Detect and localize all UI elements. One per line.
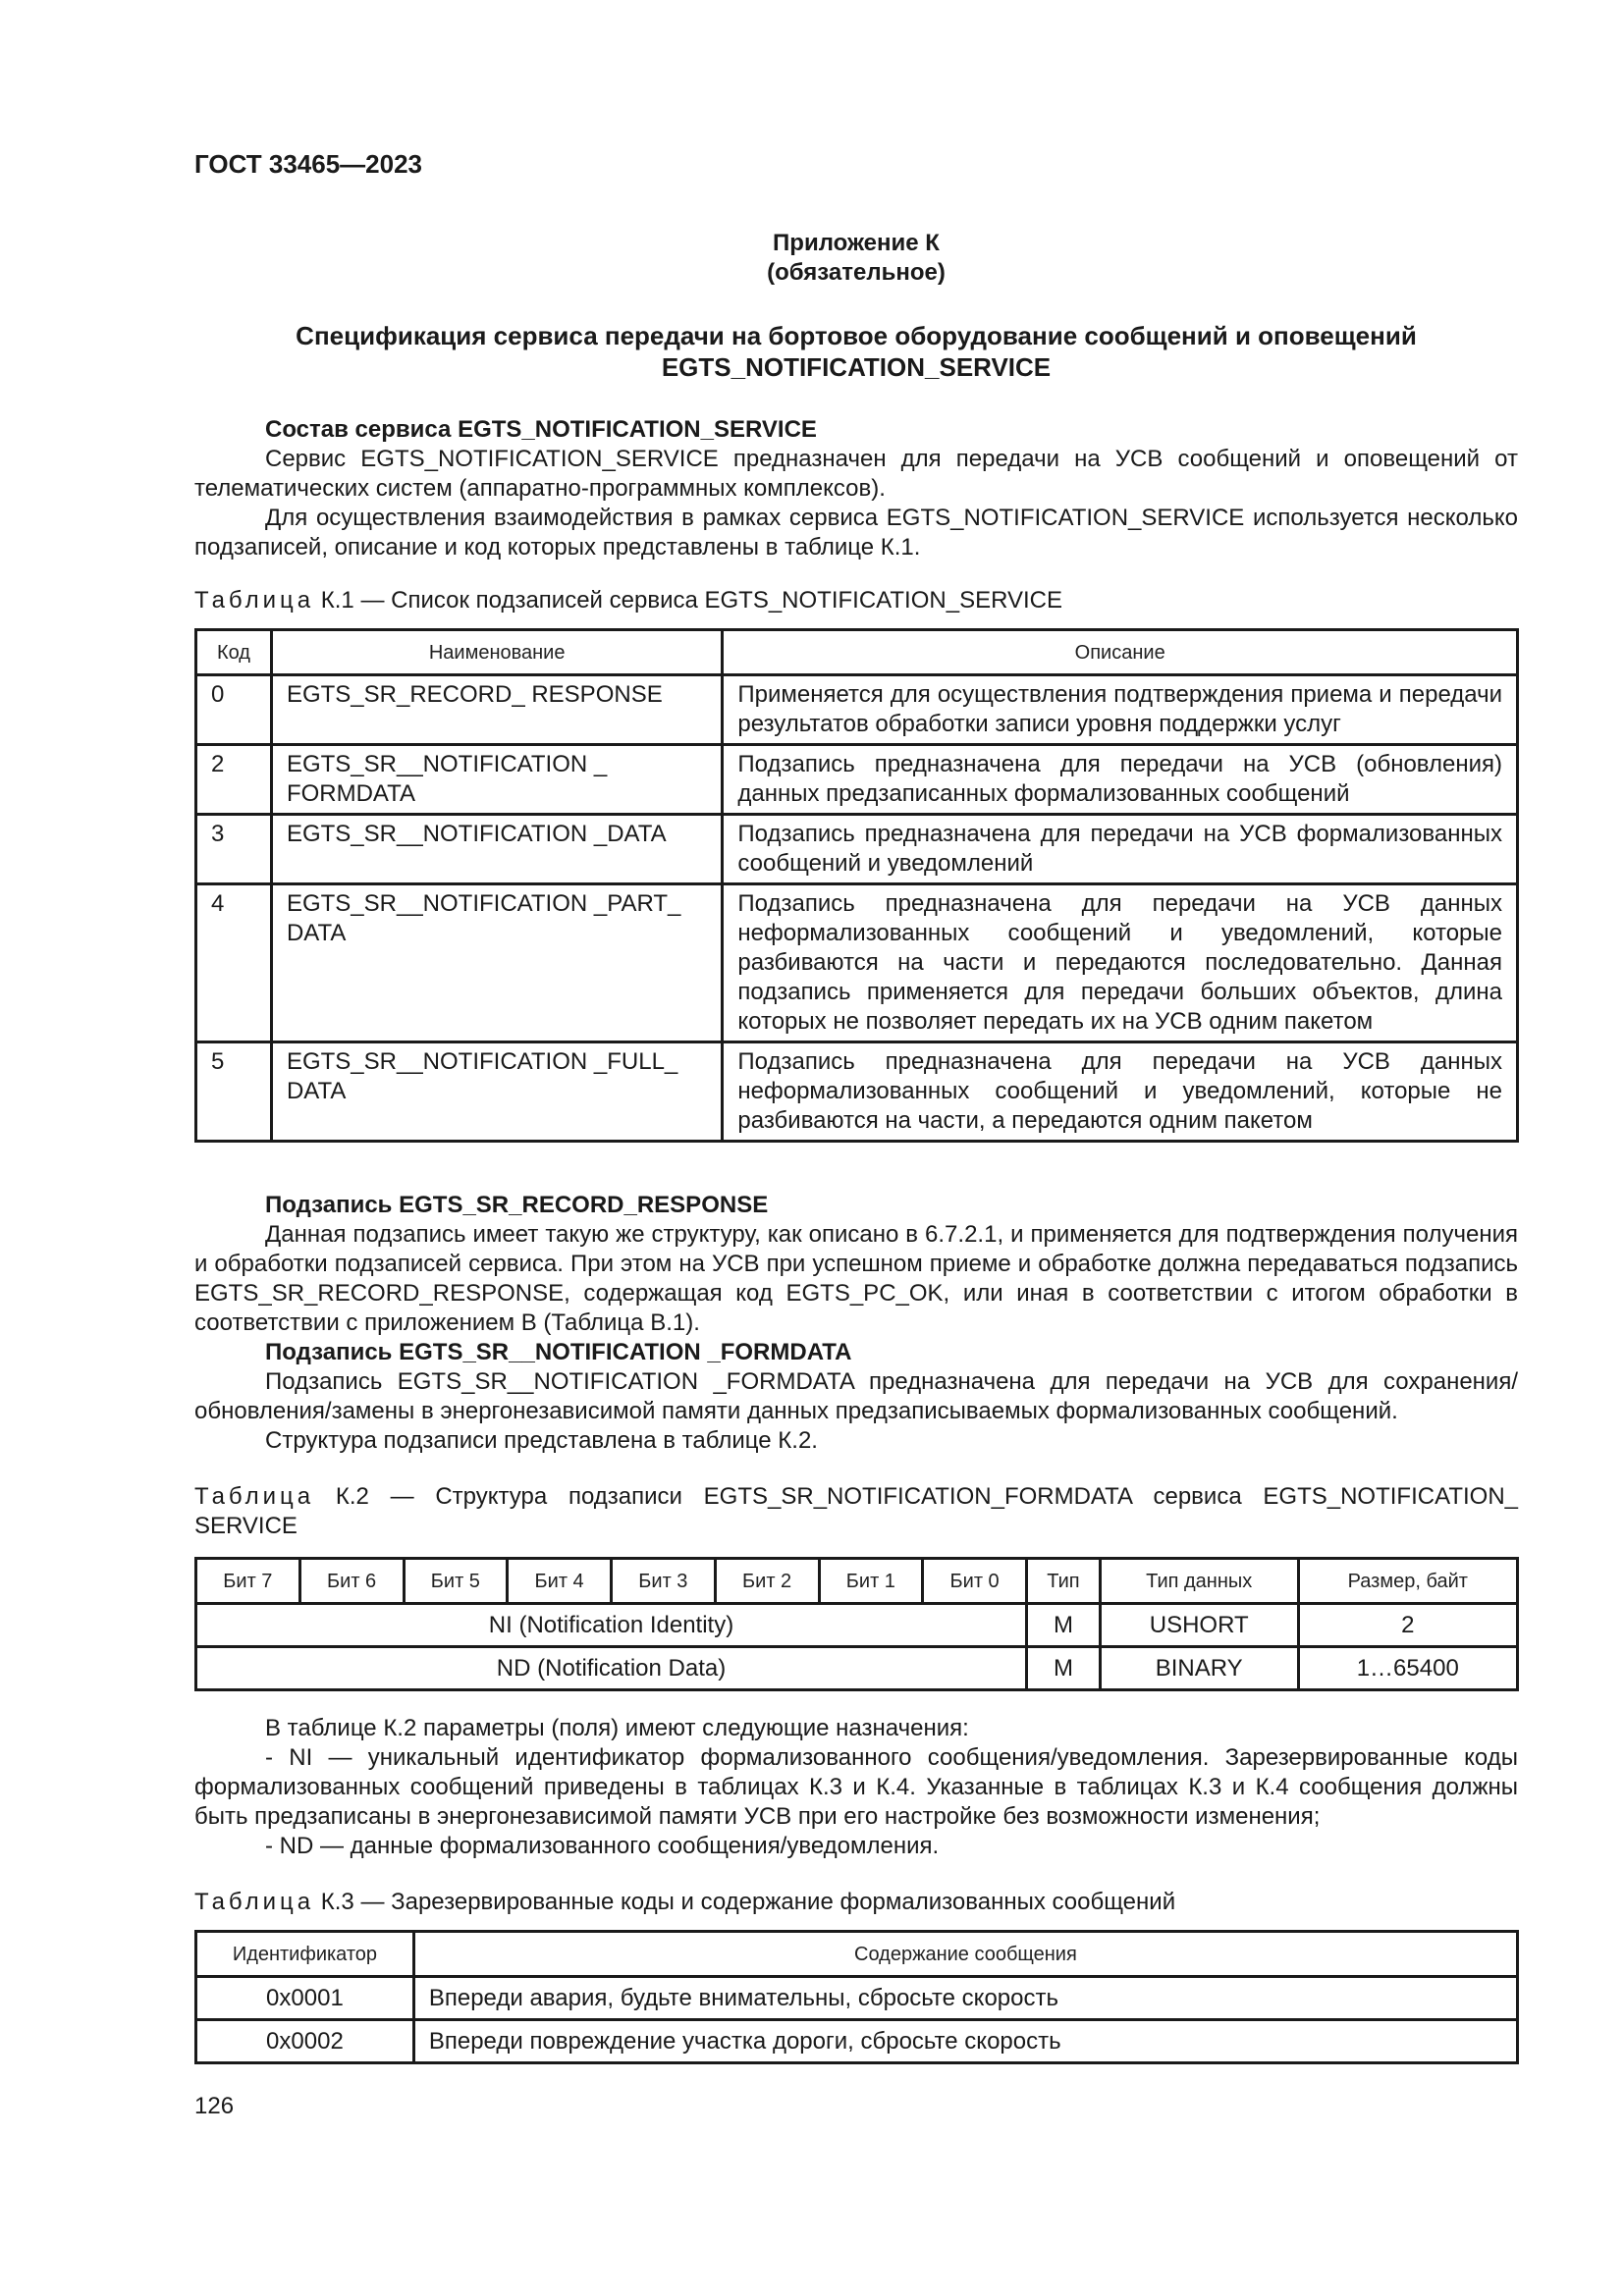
table-row [196, 1977, 1518, 2020]
table-row [196, 2020, 1518, 2063]
document-code: ГОСТ 33465—2023 [194, 149, 422, 179]
column-header: Код [196, 630, 272, 675]
bit-header: Бит 5 [404, 1559, 508, 1604]
table-row [196, 745, 1518, 815]
name-cell: EGTS_SR__NOTIFICATION _ FORMDATA [271, 745, 722, 815]
column-header: Наименование [271, 630, 722, 675]
table-k2-caption [194, 1482, 1518, 1541]
spec-title-line1: Спецификация сервиса передачи на бортовое оборудование сообщений и оповещений [296, 321, 1417, 350]
section-record-response [194, 1191, 1518, 1456]
section-composition [194, 415, 1518, 562]
caption-word: Таблица [194, 1889, 315, 1915]
bit-header: Бит 4 [508, 1559, 612, 1604]
bit-header: Бит 3 [612, 1559, 716, 1604]
paragraph: Сервис EGTS_NOTIFICATION_SERVICE предназначен для передачи на УСВ сообщений и оповещений от телематических систем (аппаратно-программных комплексов). [194, 446, 1518, 502]
section-heading: Подзапись EGTS_SR_RECORD_RESPONSE [265, 1192, 769, 1218]
table-k1-caption [194, 586, 1518, 615]
caption-text: К.2 — Структура подзаписи EGTS_SR_NOTIFICATION_FORMDATA сервиса EGTS_NOTIFICATION_ SERVICE [194, 1483, 1518, 1539]
section-heading: Подзапись EGTS_SR__NOTIFICATION _FORMDATA [265, 1339, 852, 1365]
section-heading: Состав сервиса EGTS_NOTIFICATION_SERVICE [265, 416, 817, 443]
message-cell: Впереди авария, будьте внимательны, сбросьте скорость [413, 1977, 1517, 2020]
caption-word: Таблица [194, 1483, 315, 1510]
column-header: Описание [723, 630, 1518, 675]
table-row [196, 1604, 1518, 1647]
message-cell: Впереди повреждение участка дороги, сбросьте скорость [413, 2020, 1517, 2063]
table-row [196, 675, 1518, 745]
code-cell: 3 [196, 815, 272, 884]
table-row [196, 815, 1518, 884]
table-k3 [194, 1930, 1519, 2064]
code-cell: 0 [196, 675, 272, 745]
paragraph: Для осуществления взаимодействия в рамках сервиса EGTS_NOTIFICATION_SERVICE используется несколько подзаписей, описание и код которых представлены в таблице К.1. [194, 505, 1518, 561]
page-number: 126 [194, 2093, 235, 2119]
code-cell: 4 [196, 884, 272, 1042]
spec-title-line2: EGTS_NOTIFICATION_SERVICE [661, 352, 1052, 382]
data-type-cell: BINARY [1100, 1647, 1298, 1690]
list-item: - ND — данные формализованного сообщения/уведомления. [265, 1833, 940, 1859]
id-cell: 0x0002 [196, 2020, 414, 2063]
name-cell: EGTS_SR_RECORD_ RESPONSE [271, 675, 722, 745]
caption-text: К.1 — Список подзаписей сервиса EGTS_NOTIFICATION_SERVICE [314, 587, 1063, 614]
size-cell: 2 [1298, 1604, 1518, 1647]
appendix-title: Приложение К [773, 230, 940, 256]
list-item: - NI — уникальный идентификатор формализованного сообщения/уведомления. Зарезервированные коды формализованных сообщений приведены в таблицах К.3 и К.4. Указанные в таблицах К.3 и К.4 сообщения должны быть предзаписаны в энергонезависимой памяти УСВ при его настройке без возможности изменения; [194, 1744, 1518, 1830]
type-cell: M [1027, 1647, 1101, 1690]
table-row [196, 1647, 1518, 1690]
description-cell: Подзапись предназначена для передачи на УСВ (обновления) данных предзаписанных формализованных сообщений [723, 745, 1518, 815]
caption-text: К.3 — Зарезервированные коды и содержание формализованных сообщений [314, 1889, 1176, 1915]
table-k2 [194, 1557, 1519, 1691]
name-cell: EGTS_SR__NOTIFICATION _PART_ DATA [271, 884, 722, 1042]
description-cell: Подзапись предназначена для передачи на УСВ данных неформализованных сообщений и уведомлений, которые разбиваются на части и передаются последовательно. Данная подзапись применяется для передачи больших объектов, длина которых не позволяет передать их на УСВ одним пакетом [723, 884, 1518, 1042]
paragraph: В таблице К.2 параметры (поля) имеют следующие назначения: [265, 1715, 969, 1741]
data-type-cell: USHORT [1100, 1604, 1298, 1647]
code-cell: 2 [196, 745, 272, 815]
table-row [196, 884, 1518, 1042]
table-k3-caption [194, 1888, 1518, 1917]
paragraph: Подзапись EGTS_SR__NOTIFICATION _FORMDATA предназначена для передачи на УСВ для сохранения/обновления/замены в энергонезависимой памяти данных предзаписываемых формализованных сообщений. [194, 1368, 1518, 1424]
bit-header: Бит 1 [819, 1559, 923, 1604]
name-cell: EGTS_SR__NOTIFICATION _FULL_ DATA [271, 1042, 722, 1142]
column-header: Идентификатор [196, 1932, 414, 1977]
column-header: Тип [1027, 1559, 1101, 1604]
column-header: Содержание сообщения [413, 1932, 1517, 1977]
description-cell: Подзапись предназначена для передачи на УСВ данных неформализованных сообщений и уведомлений, которые не разбиваются на части, а передаются одним пакетом [723, 1042, 1518, 1142]
description-cell: Применяется для осуществления подтверждения приема и передачи результатов обработки записи уровня поддержки услуг [723, 675, 1518, 745]
column-header: Тип данных [1100, 1559, 1298, 1604]
type-cell: M [1027, 1604, 1101, 1647]
bit-header: Бит 2 [715, 1559, 819, 1604]
paragraph: Данная подзапись имеет такую же структуру, как описано в 6.7.2.1, и применяется для подтверждения получения и обработки подзаписей сервиса. При этом на УСВ при успешном приеме и обработке должна передаваться подзапись EGTS_SR_RECORD_RESPONSE, содержащая код EGTS_PC_OK, или иная в соответствии с итогом обработки в соответствии с приложением В (Таблица В.1). [194, 1221, 1518, 1336]
bit-header: Бит 0 [923, 1559, 1027, 1604]
table-row [196, 1042, 1518, 1142]
bit-header: Бит 7 [196, 1559, 300, 1604]
field-cell: NI (Notification Identity) [196, 1604, 1027, 1647]
column-header: Размер, байт [1298, 1559, 1518, 1604]
description-cell: Подзапись предназначена для передачи на УСВ формализованных сообщений и уведомлений [723, 815, 1518, 884]
code-cell: 5 [196, 1042, 272, 1142]
name-cell: EGTS_SR__NOTIFICATION _DATA [271, 815, 722, 884]
id-cell: 0x0001 [196, 1977, 414, 2020]
table-k1 [194, 628, 1519, 1143]
size-cell: 1…65400 [1298, 1647, 1518, 1690]
field-cell: ND (Notification Data) [196, 1647, 1027, 1690]
paragraph: Структура подзаписи представлена в таблице К.2. [265, 1427, 818, 1454]
caption-word: Таблица [194, 587, 315, 614]
appendix-status: (обязательное) [767, 259, 946, 286]
section-field-description [194, 1714, 1518, 1861]
bit-header: Бит 6 [299, 1559, 404, 1604]
